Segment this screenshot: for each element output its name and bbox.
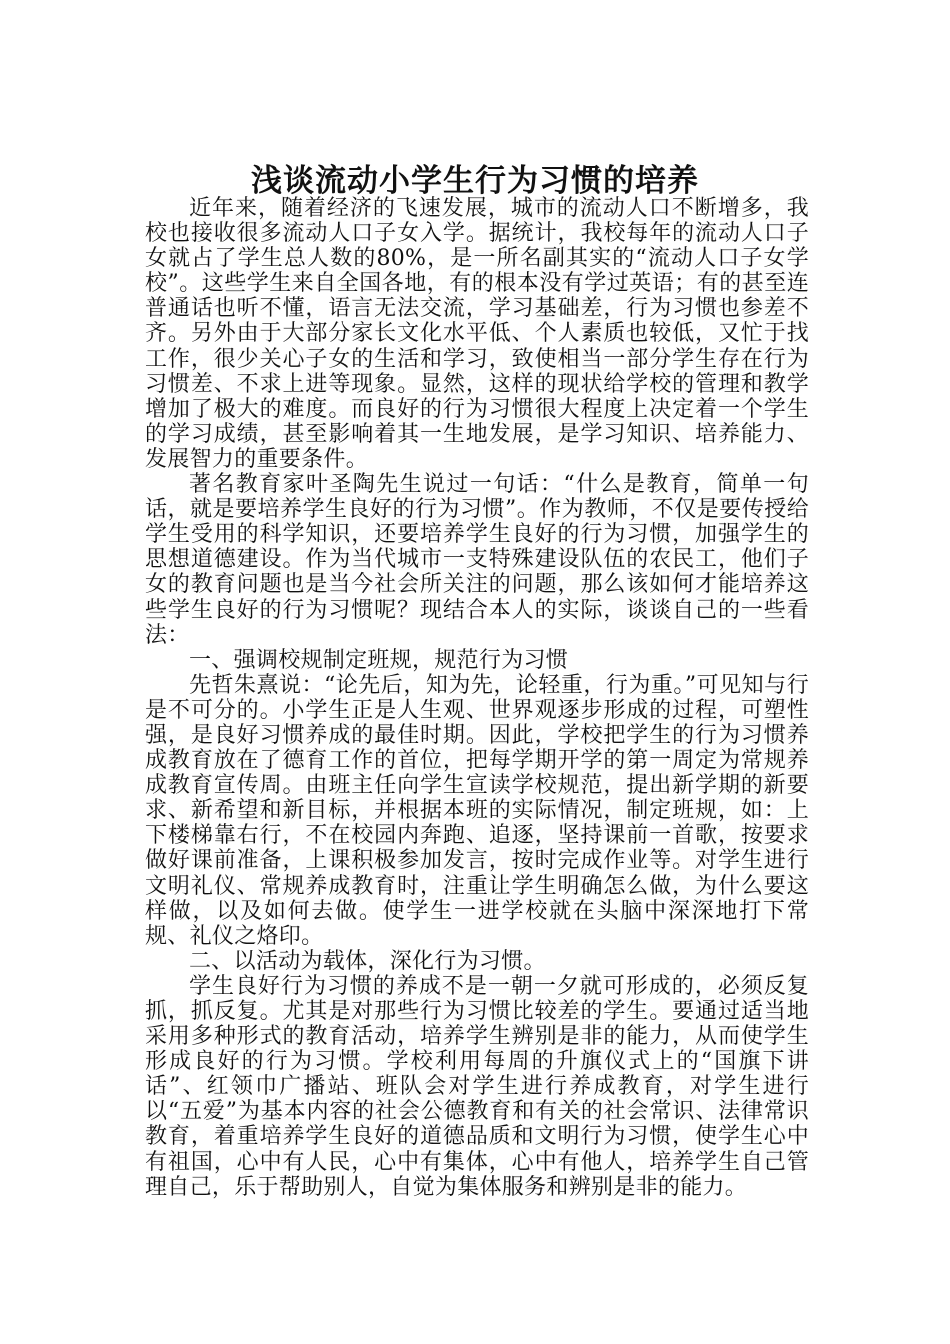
document-body [145, 196, 809, 1200]
section-heading-1: 一、强调校规制定班规，规范行为习惯 [189, 647, 569, 673]
paragraph-intro: 近年来，随着经济的飞速发展，城市的流动人口不断增多，我校也接收很多流动人口子女入学。据统计，我校每年的流动人口子女就占了学生总人数的80%，是一所名副其实的“流动人口子女学校”。这些学生来自全国各地，有的根本没有学过英语；有的甚至连普通话也听不懂，语言无法交流，学习基础差，行为习惯也参差不齐。另外由于大部分家长文化水平低、个人素质也较低，又忙于找工作，很少关心子女的生活和学习，致使相当一部分学生存在行为习惯差、不求上进等现象。显然，这样的现状给学校的管理和教学增加了极大的难度。而良好的行为习惯很大程度上决定着一个学生的学习成绩，甚至影响着其一生地发展，是学习知识、培养能力、发展智力的重要条件。 [145, 196, 809, 472]
paragraph-section-2: 学生良好行为习惯的养成不是一朝一夕就可形成的，必须反复抓，抓反复。尤其是对那些行为习惯比较差的学生。要通过适当地采用多种形式的教育活动，培养学生辨别是非的能力，从而使学生形成良好的行为习惯。学校利用每周的升旗仪式上的“国旗下讲话”、红领巾广播站、班队会对学生进行养成教育，对学生进行以“五爱”为基本内容的社会公德教育和有关的社会常识、法律常识教育，着重培养学生良好的道德品质和文明行为习惯，使学生心中有祖国，心中有人民，心中有集体，心中有他人，培养学生自己管理自己，乐于帮助别人，自觉为集体服务和辨别是非的能力。 [145, 973, 809, 1200]
paragraph-section-1: 先哲朱熹说：“论先后，知为先，论轻重，行为重。”可见知与行是不可分的。小学生正是人生观、世界观逐步形成的过程，可塑性强，是良好习惯养成的最佳时期。因此，学校把学生的行为习惯养成教育放在了德育工作的首位，把每学期开学的第一周定为常规养成教育宣传周。由班主任向学生宣读学校规范，提出新学期的新要求、新希望和新目标，并根据本班的实际情况，制定班规，如：上下楼梯靠右行，不在校园内奔跑、追逐，坚持课前一首歌，按要求做好课前准备，上课积极参加发言，按时完成作业等。对学生进行文明礼仪、常规养成教育时，注重让学生明确怎么做，为什么要这样做，以及如何去做。使学生一进学校就在头脑中深深地打下常规、礼仪之烙印。 [145, 672, 809, 949]
section-heading-2: 二、以活动为载体，深化行为习惯。 [189, 948, 546, 974]
page-title: 浅谈流动小学生行为习惯的培养 [251, 162, 699, 199]
paragraph-quote: 著名教育家叶圣陶先生说过一句话：“什么是教育，简单一句话，就是要培养学生良好的行为习惯”。作为教师，不仅是要传授给学生受用的科学知识，还要培养学生良好的行为习惯，加强学生的思想道德建设。作为当代城市一支特殊建设队伍的农民工，他们子女的教育问题也是当今社会所关注的问题，那么该如何才能培养这些学生良好的行为习惯呢？现结合本人的实际，谈谈自己的一些看法： [145, 472, 809, 648]
